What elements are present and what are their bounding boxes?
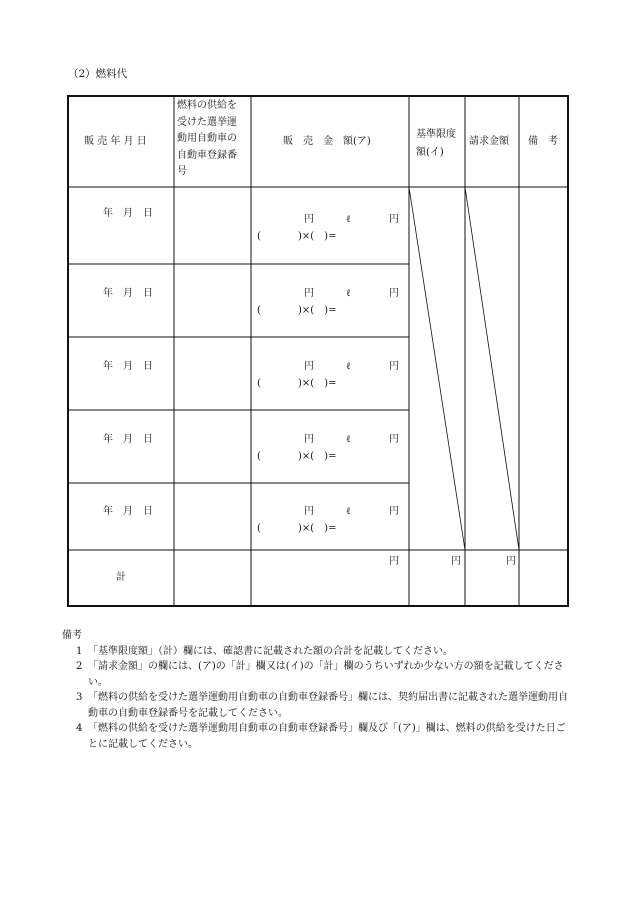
row-yen-unit-2: 円 xyxy=(389,214,399,225)
row-yen-unit: 円 xyxy=(304,361,314,372)
row-liter-unit: ℓ xyxy=(346,434,351,445)
row-yen-unit: 円 xyxy=(304,506,314,517)
note-number: 3 xyxy=(76,692,83,703)
row-liter-unit: ℓ xyxy=(346,506,351,517)
row-liter-unit: ℓ xyxy=(346,361,351,372)
note-item xyxy=(62,659,572,690)
note-item xyxy=(62,721,572,752)
row-formula: )×( )= xyxy=(298,305,337,316)
note-item xyxy=(62,644,572,660)
header-remarks: 備 考 xyxy=(528,136,558,147)
row-yen-unit: 円 xyxy=(304,214,314,225)
total-limit-unit: 円 xyxy=(451,556,461,567)
row-yen-unit-2: 円 xyxy=(389,361,399,372)
row-liter-unit: ℓ xyxy=(346,214,351,225)
row-yen-unit: 円 xyxy=(304,434,314,445)
row-yen-unit: 円 xyxy=(304,288,314,299)
note-text: 「請求金額」の欄には、(ア)の「計」欄又は(イ)の「計」欄のうちいずれか少ない方の額を記載してください。 xyxy=(88,661,564,688)
notes-section xyxy=(62,628,572,752)
notes-title: 備考 xyxy=(62,630,82,641)
row-date: 年 月 日 xyxy=(103,434,153,445)
row-yen-unit-2: 円 xyxy=(389,506,399,517)
note-text: 「燃料の供給を受けた選挙運動用自動車の自動車登録番号」欄及び「(ア)」欄は、燃料の供給を受けた日ごとに記載してください。 xyxy=(88,723,566,750)
header-sale-amount: 販 売 金 額(ア) xyxy=(283,136,371,147)
row-date: 年 月 日 xyxy=(103,208,153,219)
header-limit-amount: 基準限度 額(イ) xyxy=(416,129,456,158)
header-claim-amount: 請求金額 xyxy=(469,136,509,147)
note-number: 4 xyxy=(76,723,83,734)
row-yen-unit-2: 円 xyxy=(389,434,399,445)
note-item xyxy=(62,690,572,721)
total-amount-unit: 円 xyxy=(389,556,399,567)
row-open-paren: ( xyxy=(257,378,261,389)
total-label: 計 xyxy=(116,572,126,583)
header-sale-date: 販 売 年 月 日 xyxy=(84,136,147,147)
total-claim-unit: 円 xyxy=(506,556,516,567)
row-yen-unit-2: 円 xyxy=(389,288,399,299)
row-open-paren: ( xyxy=(257,523,261,534)
header-vehicle-registration: 燃料の供給を 受けた選挙運 動用自動車の 自動車登録番 号 xyxy=(177,100,237,177)
row-date: 年 月 日 xyxy=(103,361,153,372)
row-date: 年 月 日 xyxy=(103,506,153,517)
row-formula: )×( )= xyxy=(298,451,337,462)
row-open-paren: ( xyxy=(257,231,261,242)
row-liter-unit: ℓ xyxy=(346,288,351,299)
row-formula: )×( )= xyxy=(298,231,337,242)
row-open-paren: ( xyxy=(257,451,261,462)
note-number: 2 xyxy=(76,661,83,672)
row-formula: )×( )= xyxy=(298,523,337,534)
section-title: （2）燃料代 xyxy=(68,68,128,80)
row-formula: )×( )= xyxy=(298,378,337,389)
note-text: 「燃料の供給を受けた選挙運動用自動車の自動車登録番号」欄には、契約届出書に記載された選挙運動用自動車の自動車登録番号を記載してください。 xyxy=(88,692,568,719)
row-open-paren: ( xyxy=(257,305,261,316)
note-text: 「基準限度額」（計）欄には、確認書に記載された額の合計を記載してください。 xyxy=(88,645,453,657)
row-date: 年 月 日 xyxy=(103,288,153,299)
note-number: 1 xyxy=(76,645,83,657)
